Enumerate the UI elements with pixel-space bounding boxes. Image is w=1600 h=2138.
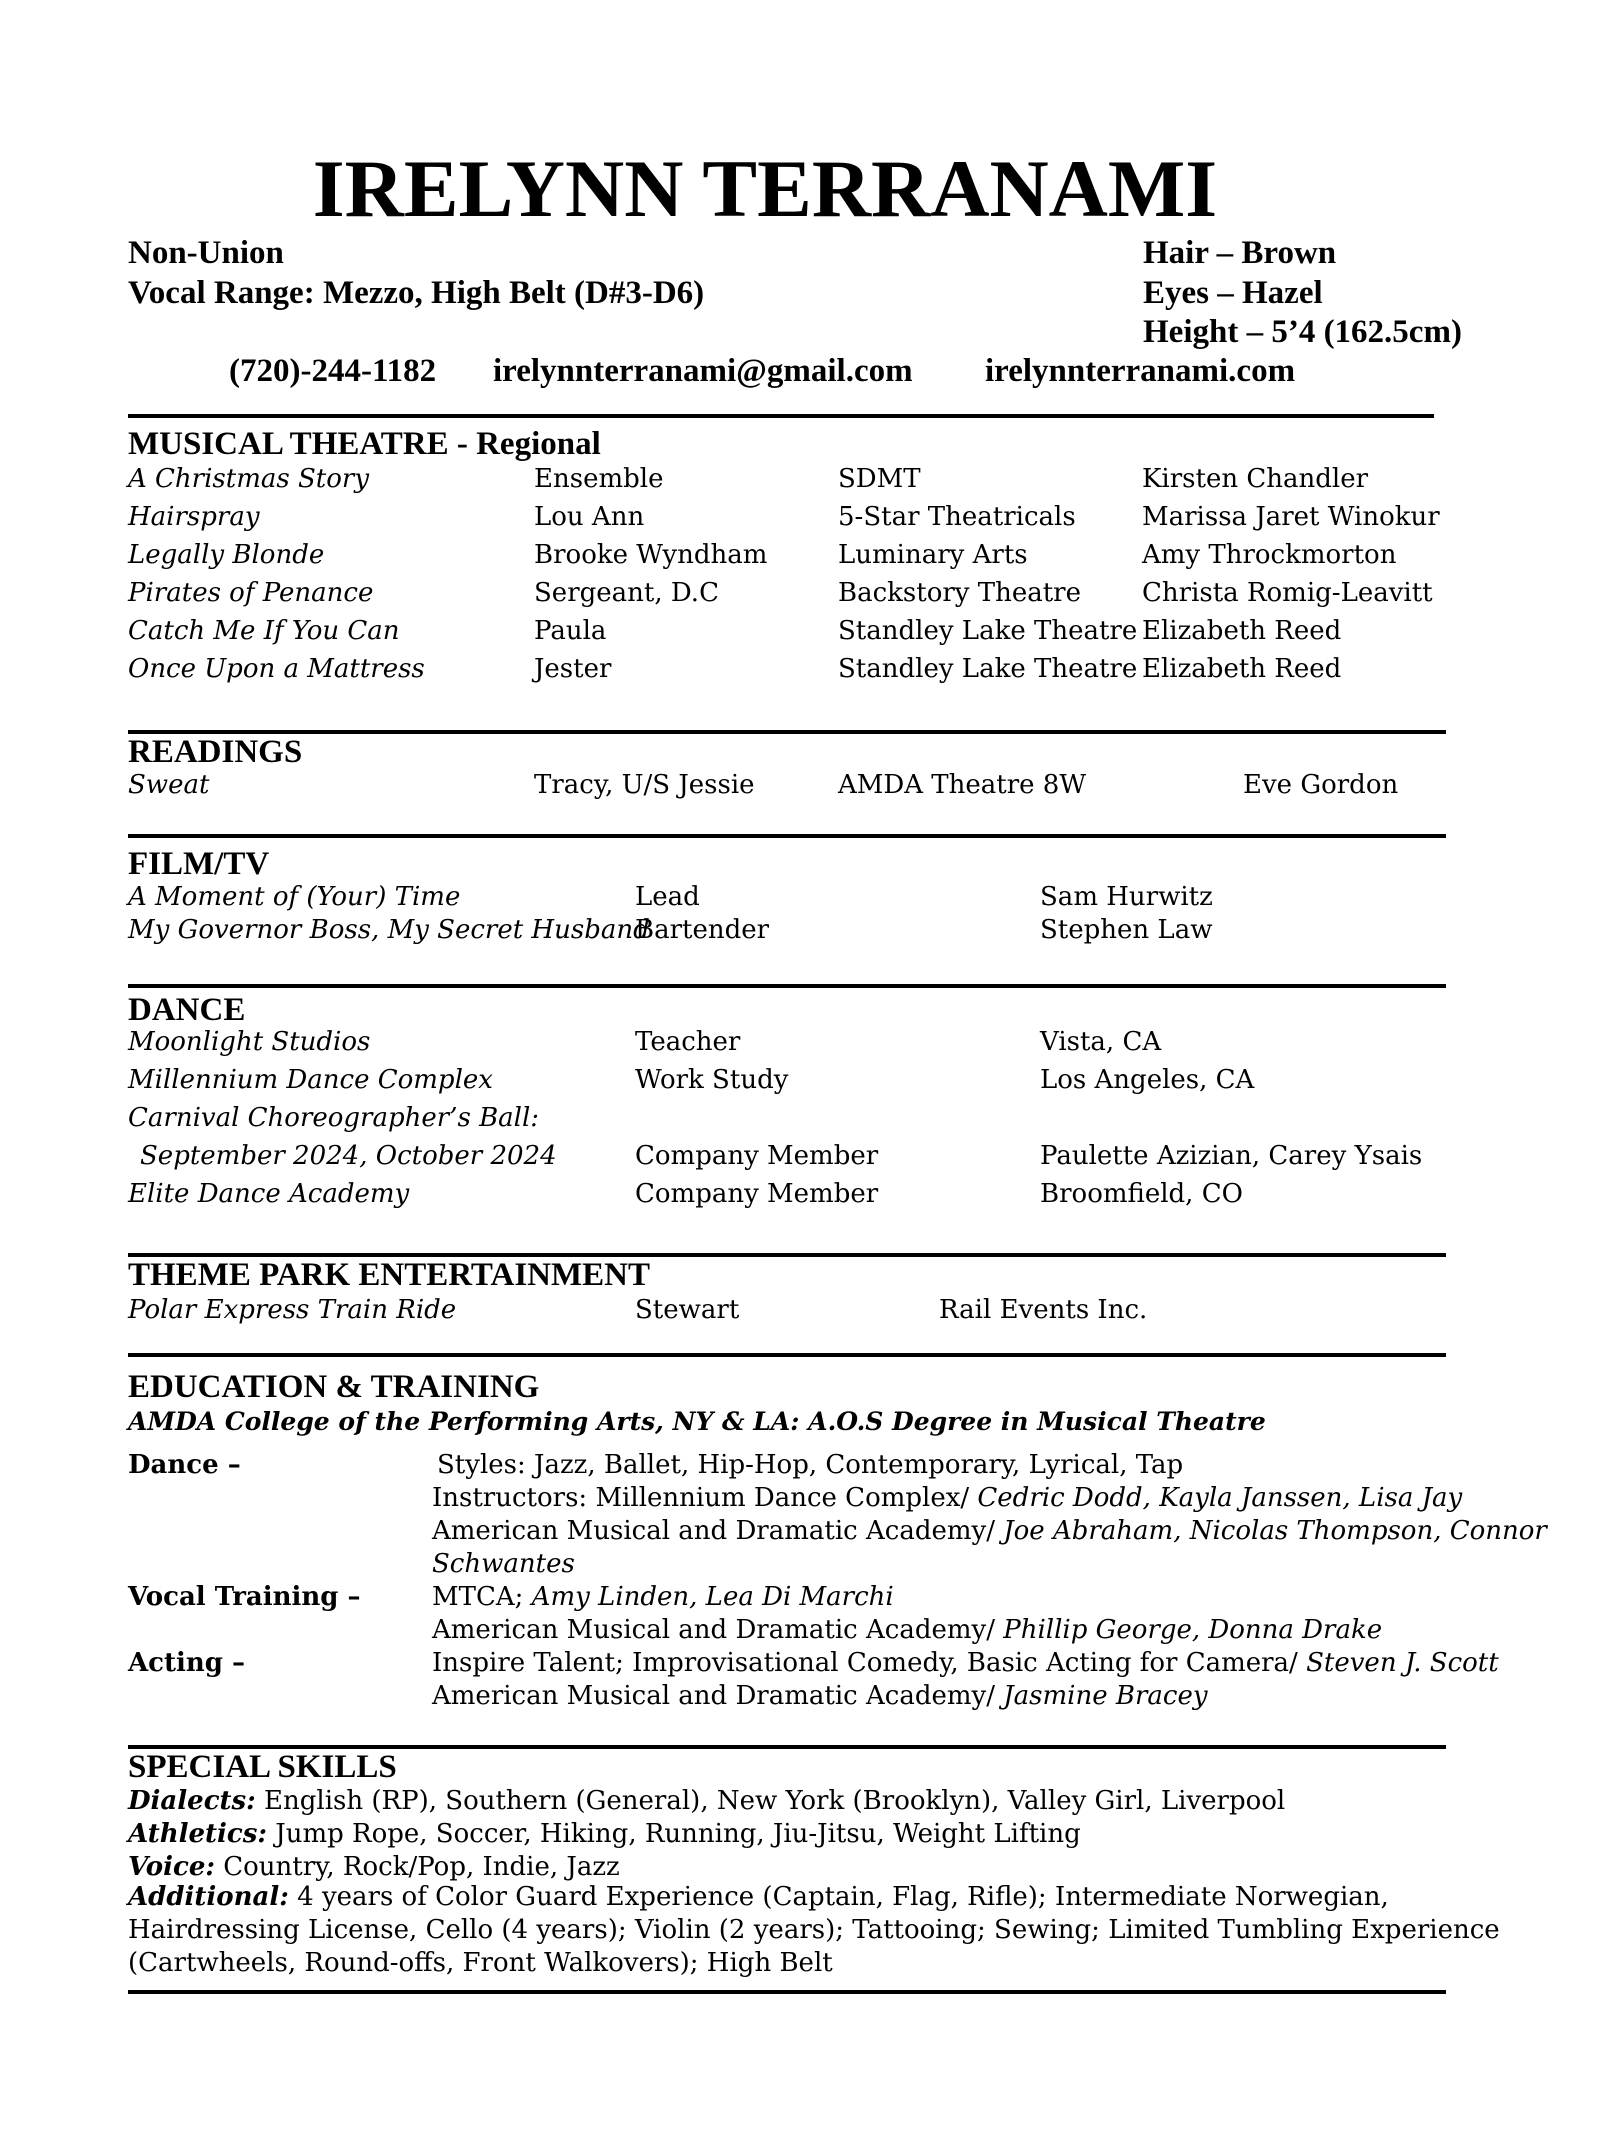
show-title: A Christmas Story [128,464,370,494]
director: Kirsten Chandler [1142,464,1369,494]
acting-inspire: Inspire Talent; Improvisational Comedy, Basic Acting for Camera/ Steven J. Scott [432,1648,1499,1678]
vocal-mtca: MTCA; Amy Linden, Lea Di Marchi [432,1582,894,1612]
studio: Elite Dance Academy [128,1179,410,1209]
divider [128,414,1434,418]
acting-amda: American Musical and Dramatic Academy/ Jasmine Bracey [432,1681,1208,1711]
director: Stephen Law [1040,915,1213,945]
show-title: My Governor Boss, My Secret Husband [128,915,650,945]
studio: Carnival Choreographer’s Ball: [128,1103,540,1133]
director: Christa Romig-Leavitt [1142,578,1433,608]
director: Elizabeth Reed [1142,616,1342,646]
eye-color: Eyes – Hazel [1143,275,1323,311]
height: Height – 5’4 (162.5cm) [1143,314,1462,350]
dance-amda: American Musical and Dramatic Academy/ Joe Abraham, Nicolas Thompson, Connor [432,1516,1547,1546]
director: Amy Throckmorton [1142,540,1397,570]
dance-instructors: Instructors: Millennium Dance Complex/ Cedric Dodd, Kayla Janssen, Lisa Jay [432,1483,1463,1513]
email-address: irelynnterranami@gmail.com [493,353,913,389]
section-heading-dance: DANCE [128,992,246,1028]
divider [128,984,1446,988]
company: Standley Lake Theatre [838,654,1138,684]
location: Vista, CA [1040,1027,1162,1057]
location: Paulette Azizian, Carey Ysais [1040,1141,1423,1171]
role: Brooke Wyndham [534,540,768,570]
company: AMDA Theatre 8W [838,770,1087,800]
skills-voice: Voice: Country, Rock/Pop, Indie, Jazz [128,1852,620,1882]
skills-dialects: Dialects: English (RP), Southern (General), New York (Brooklyn), Valley Girl, Liverpool [128,1786,1286,1816]
show-title: Catch Me If You Can [128,616,400,646]
role: Company Member [635,1179,879,1209]
dance-styles: Styles: Jazz, Ballet, Hip-Hop, Contemporary, Lyrical, Tap [437,1450,1184,1480]
company: SDMT [838,464,921,494]
show-title: Pirates of Penance [128,578,374,608]
studio: Moonlight Studios [128,1027,371,1057]
skills-athletics: Athletics: Jump Rope, Soccer, Hiking, Running, Jiu-Jitsu, Weight Lifting [128,1819,1081,1849]
section-heading-special-skills: SPECIAL SKILLS [128,1749,397,1785]
company: Luminary Arts [838,540,1028,570]
dates: September 2024, October 2024 [140,1141,557,1171]
role: Bartender [635,915,770,945]
role: Stewart [635,1295,740,1325]
union-status: Non-Union [128,235,284,271]
section-heading-film-tv: FILM/TV [128,846,270,882]
vocal-range: Vocal Range: Mezzo, High Belt (D#3-D6) [128,275,705,311]
show-title: Polar Express Train Ride [128,1295,457,1325]
location: Los Angeles, CA [1040,1065,1255,1095]
degree: AMDA College of the Performing Arts, NY & LA: A.O.S Degree in Musical Theatre [128,1407,1266,1436]
vocal-amda: American Musical and Dramatic Academy/ Phillip George, Donna Drake [432,1615,1383,1645]
hair-color: Hair – Brown [1143,235,1337,271]
acting-training-label: Acting – [128,1648,246,1678]
divider [128,1353,1446,1357]
show-title: Sweat [128,770,210,800]
role: Paula [534,616,607,646]
role: Company Member [635,1141,879,1171]
role: Teacher [635,1027,741,1057]
dance-training-label: Dance – [128,1450,241,1480]
resume-name: IRELYNN TERRANAMI [312,143,1218,234]
section-heading-musical-theatre: MUSICAL THEATRE - Regional [128,426,601,462]
show-title: Legally Blonde [128,540,325,570]
show-title: Hairspray [128,502,260,532]
role: Work Study [635,1065,789,1095]
role: Tracy, U/S Jessie [534,770,755,800]
company: 5-Star Theatricals [838,502,1076,532]
director: Eve Gordon [1243,770,1399,800]
director: Elizabeth Reed [1142,654,1342,684]
show-title: A Moment of (Your) Time [128,882,461,912]
location: Broomfield, CO [1040,1179,1243,1209]
role: Ensemble [534,464,664,494]
divider [128,1990,1446,1994]
skills-additional: Additional: 4 years of Color Guard Experience (Captain, Flag, Rifle); Intermediate Norwegian, Hairdressing License, Cello (4 years); Violin (2 years); Tattooing; Sewing; Limited Tumbling Experience (Cartwheels, Round-offs, Front Walkovers); High Belt [128,1882,1500,1978]
role: Jester [534,654,612,684]
role: Lead [635,882,700,912]
role: Sergeant, D.C [534,578,719,608]
company: Rail Events Inc. [939,1295,1148,1325]
company: Backstory Theatre [838,578,1081,608]
section-heading-theme-park: THEME PARK ENTERTAINMENT [128,1257,650,1293]
divider [128,834,1446,838]
section-heading-education: EDUCATION & TRAINING [128,1369,540,1405]
role: Lou Ann [534,502,645,532]
company: Standley Lake Theatre [838,616,1138,646]
vocal-training-label: Vocal Training – [128,1582,361,1612]
divider [128,730,1446,734]
director: Marissa Jaret Winokur [1142,502,1440,532]
show-title: Once Upon a Mattress [128,654,425,684]
website: irelynnterranami.com [985,353,1296,389]
studio: Millennium Dance Complex [128,1065,493,1095]
director: Sam Hurwitz [1040,882,1213,912]
section-heading-readings: READINGS [128,734,303,770]
phone-number: (720)-244-1182 [229,353,437,389]
dance-amda-cont: Schwantes [432,1549,575,1579]
